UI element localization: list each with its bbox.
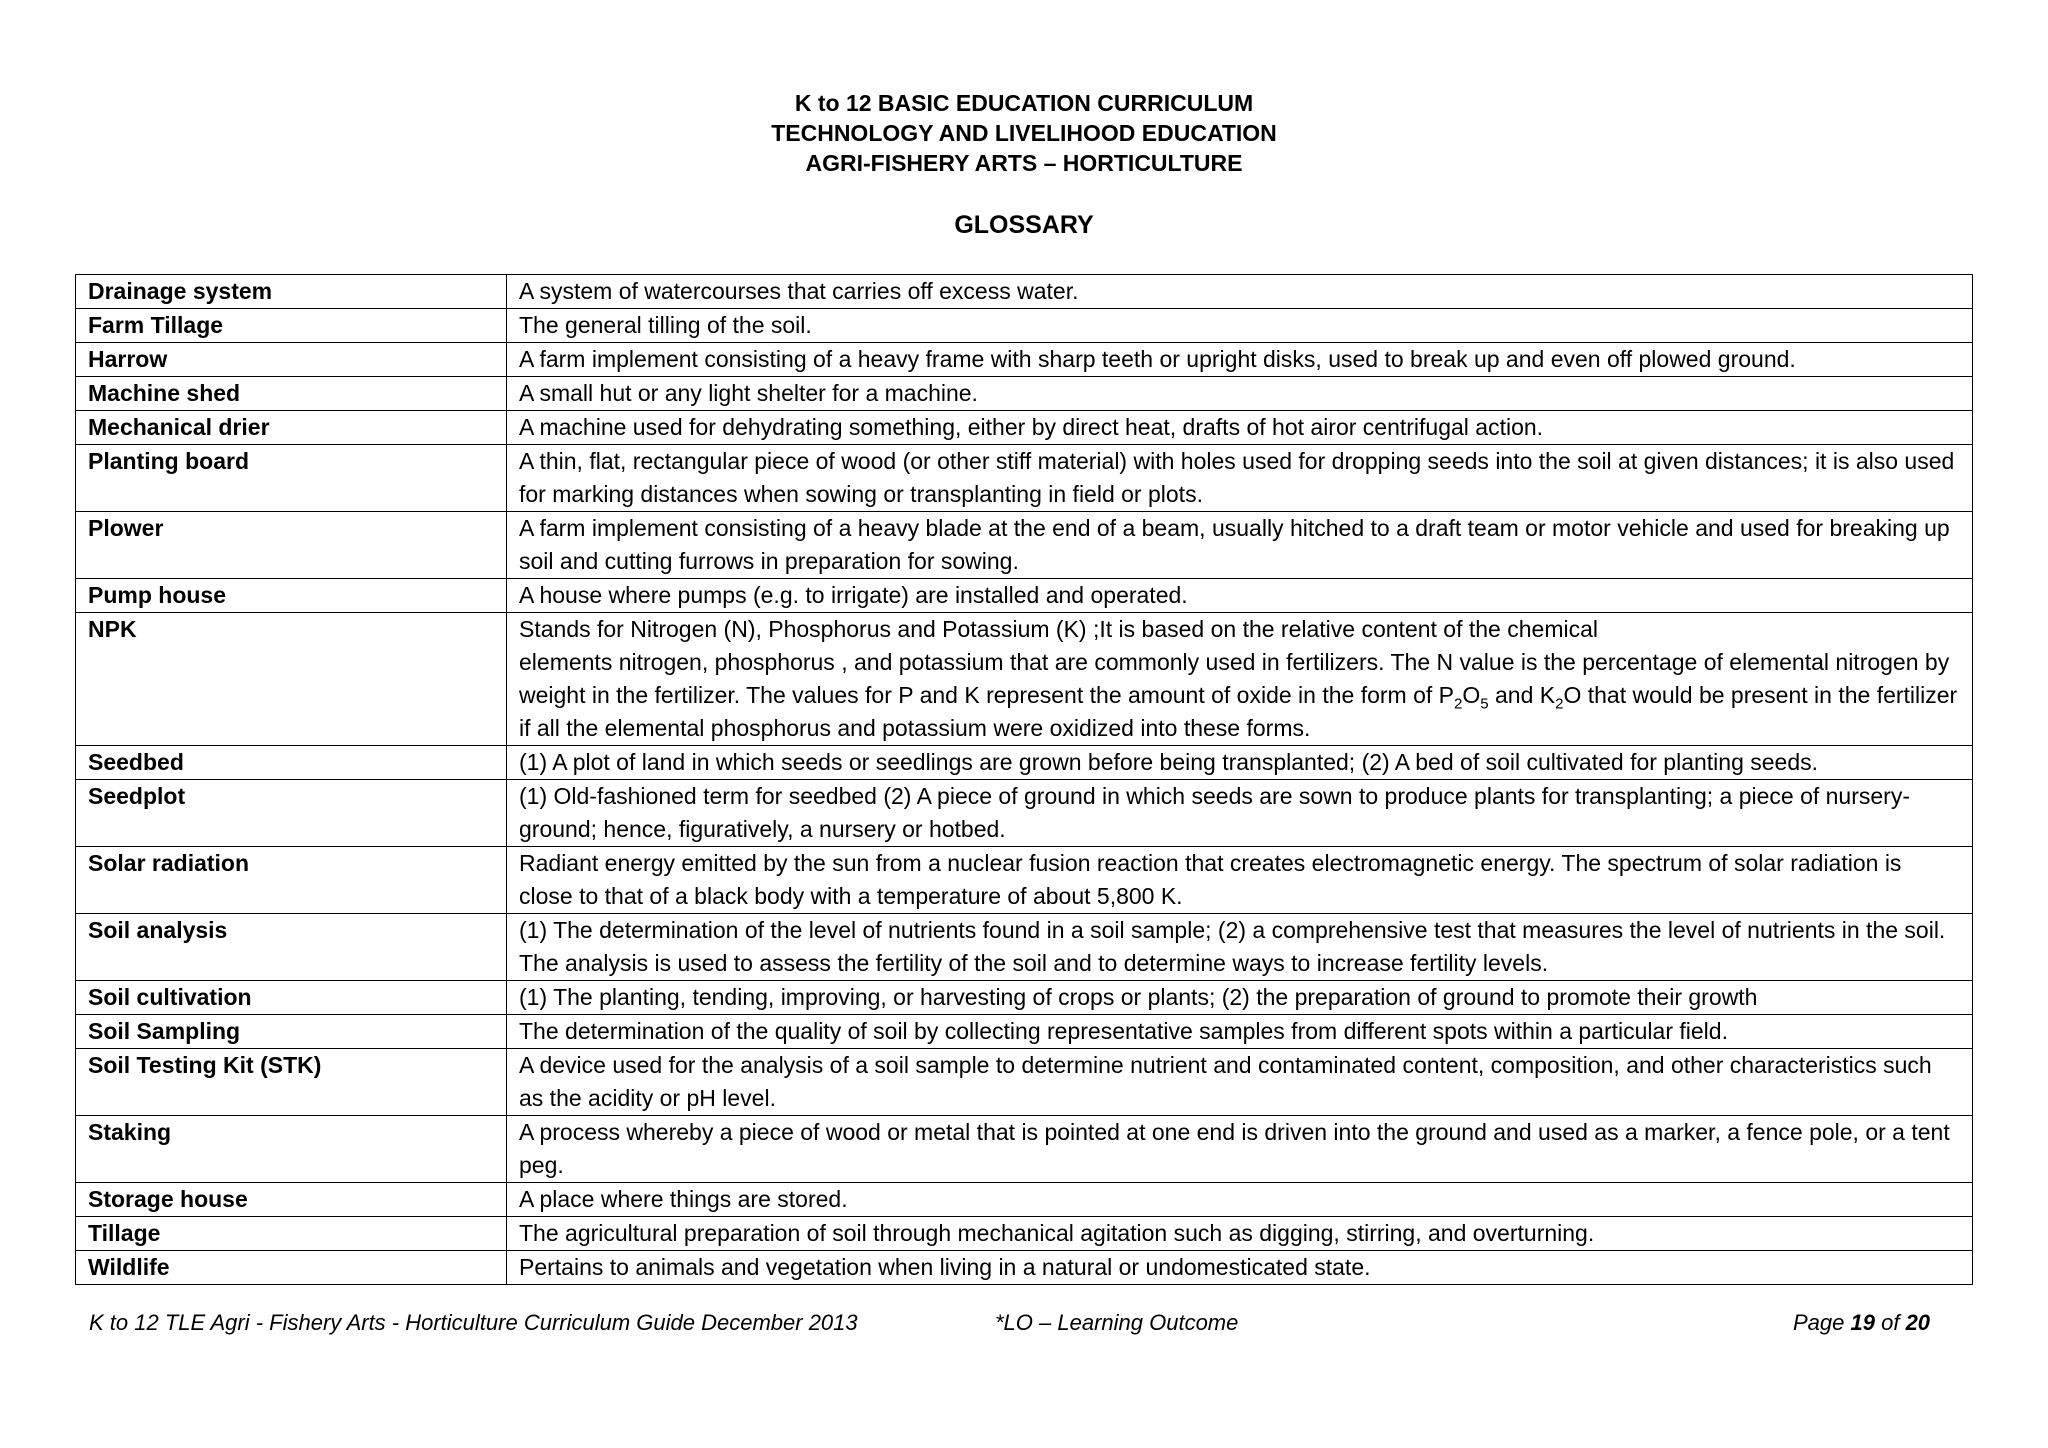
table-row	[76, 512, 1973, 579]
table-row	[76, 275, 1973, 309]
page-prefix: Page	[1793, 1310, 1851, 1335]
current-page: 19	[1850, 1310, 1875, 1335]
glossary-term: Mechanical drier	[76, 411, 507, 445]
glossary-term: Soil Testing Kit (STK)	[76, 1049, 507, 1116]
table-row	[76, 746, 1973, 780]
npk-body: elements nitrogen, phosphorus , and potassium that are commonly used in fertilizers. The N value is the percentage of elemental nitrogen by weight in the fertilizer. The values for P and K represent the amount of oxide in the form of P	[519, 649, 1950, 708]
footer-legend: *LO – Learning Outcome	[995, 1310, 1239, 1335]
glossary-term: Pump house	[76, 579, 507, 613]
table-row	[76, 1049, 1973, 1116]
table-row	[76, 1183, 1973, 1217]
glossary-term: Solar radiation	[76, 847, 507, 914]
glossary-table	[75, 274, 1973, 1285]
glossary-term: Wildlife	[76, 1251, 507, 1285]
glossary-definition: (1) Old-fashioned term for seedbed (2) A piece of ground in which seeds are sown to produce plants for transplanting; a piece of nursery-ground; hence, figuratively, a nursery or hotbed.	[507, 780, 1973, 847]
table-row	[76, 847, 1973, 914]
subscript: 2	[1555, 695, 1564, 713]
table-row	[76, 613, 1973, 746]
glossary-term: NPK	[76, 613, 507, 746]
glossary-definition: (1) A plot of land in which seeds or seedlings are grown before being transplanted; (2) A bed of soil cultivated for planting seeds.	[507, 746, 1973, 780]
glossary-term: Soil cultivation	[76, 981, 507, 1015]
glossary-definition: A system of watercourses that carries off excess water.	[507, 275, 1973, 309]
glossary-definition: A farm implement consisting of a heavy frame with sharp teeth or upright disks, used to break up and even off plowed ground.	[507, 343, 1973, 377]
subscript: 5	[1480, 695, 1489, 713]
npk-and: and K	[1488, 682, 1556, 708]
glossary-term: Farm Tillage	[76, 309, 507, 343]
glossary-term: Planting board	[76, 445, 507, 512]
header-subject: TECHNOLOGY AND LIVELIHOOD EDUCATION	[771, 120, 1277, 146]
table-row	[76, 1116, 1973, 1183]
npk-intro: Stands for Nitrogen (N), Phosphorus and Potassium (K) ;It is based on the relative content of the chemical	[519, 616, 1598, 642]
glossary-definition: A device used for the analysis of a soil sample to determine nutrient and contaminated content, composition, and other characteristics such as the acidity or pH level.	[507, 1049, 1973, 1116]
glossary-definition: The agricultural preparation of soil through mechanical agitation such as digging, stirring, and overturning.	[507, 1217, 1973, 1251]
table-row	[76, 411, 1973, 445]
glossary-definition: A place where things are stored.	[507, 1183, 1973, 1217]
table-row	[76, 579, 1973, 613]
table-row	[76, 914, 1973, 981]
glossary-definition: A house where pumps (e.g. to irrigate) are installed and operated.	[507, 579, 1973, 613]
glossary-definition: (1) The planting, tending, improving, or harvesting of crops or plants; (2) the preparation of ground to promote their growth	[507, 981, 1973, 1015]
glossary-definition: A thin, flat, rectangular piece of wood (or other stiff material) with holes used for dropping seeds into the soil at given distances; it is also used for marking distances when sowing or transplanting in field or plots.	[507, 445, 1973, 512]
glossary-definition: The determination of the quality of soil by collecting representative samples from different spots within a particular field.	[507, 1015, 1973, 1049]
table-row	[76, 780, 1973, 847]
glossary-term: Seedplot	[76, 780, 507, 847]
table-row	[76, 1251, 1973, 1285]
document-header	[0, 88, 2048, 178]
footer-page-number	[1793, 1310, 1930, 1336]
table-row	[76, 445, 1973, 512]
subscript: 2	[1454, 695, 1463, 713]
header-curriculum: K to 12 BASIC EDUCATION CURRICULUM	[794, 90, 1254, 116]
npk-end: O that would be present in the fertilizer if all the elemental phosphorus and potassium were oxidized into these forms.	[519, 682, 1958, 741]
glossary-definition: (1) The determination of the level of nutrients found in a soil sample; (2) a comprehensive test that measures the level of nutrients in the soil. The analysis is used to assess the fertility of the soil and to determine ways to increase fertility levels.	[507, 914, 1973, 981]
glossary-definition: Radiant energy emitted by the sun from a nuclear fusion reaction that creates electromagnetic energy. The spectrum of solar radiation is close to that of a black body with a temperature of about 5,800 K.	[507, 847, 1973, 914]
glossary-definition	[507, 613, 1973, 746]
glossary-term: Harrow	[76, 343, 507, 377]
table-row	[76, 1217, 1973, 1251]
npk-oxide-o: O	[1462, 682, 1481, 708]
glossary-term: Soil Sampling	[76, 1015, 507, 1049]
glossary-definition: The general tilling of the soil.	[507, 309, 1973, 343]
glossary-term: Seedbed	[76, 746, 507, 780]
header-specialization: AGRI-FISHERY ARTS – HORTICULTURE	[805, 150, 1243, 176]
table-row	[76, 1015, 1973, 1049]
page-of: of	[1874, 1310, 1906, 1335]
glossary-definition: A farm implement consisting of a heavy blade at the end of a beam, usually hitched to a draft team or motor vehicle and used for breaking up soil and cutting furrows in preparation for sowing.	[507, 512, 1973, 579]
total-pages: 20	[1905, 1310, 1931, 1335]
glossary-definition: A machine used for dehydrating something, either by direct heat, drafts of hot airor centrifugal action.	[507, 411, 1973, 445]
glossary-definition: Pertains to animals and vegetation when living in a natural or undomesticated state.	[507, 1251, 1973, 1285]
glossary-term: Machine shed	[76, 377, 507, 411]
glossary-definition: A small hut or any light shelter for a machine.	[507, 377, 1973, 411]
glossary-term: Tillage	[76, 1217, 507, 1251]
glossary-title: GLOSSARY	[954, 211, 1094, 239]
glossary-term: Plower	[76, 512, 507, 579]
glossary-term: Drainage system	[76, 275, 507, 309]
table-row	[76, 981, 1973, 1015]
glossary-term: Soil analysis	[76, 914, 507, 981]
glossary-definition: A process whereby a piece of wood or metal that is pointed at one end is driven into the ground and used as a marker, a fence pole, or a tent peg.	[507, 1116, 1973, 1183]
glossary-term: Staking	[76, 1116, 507, 1183]
glossary-term: Storage house	[76, 1183, 507, 1217]
table-row	[76, 343, 1973, 377]
table-row	[76, 309, 1973, 343]
footer-guide-title: K to 12 TLE Agri - Fishery Arts - Horticulture Curriculum Guide December 2013	[89, 1310, 858, 1335]
table-row	[76, 377, 1973, 411]
